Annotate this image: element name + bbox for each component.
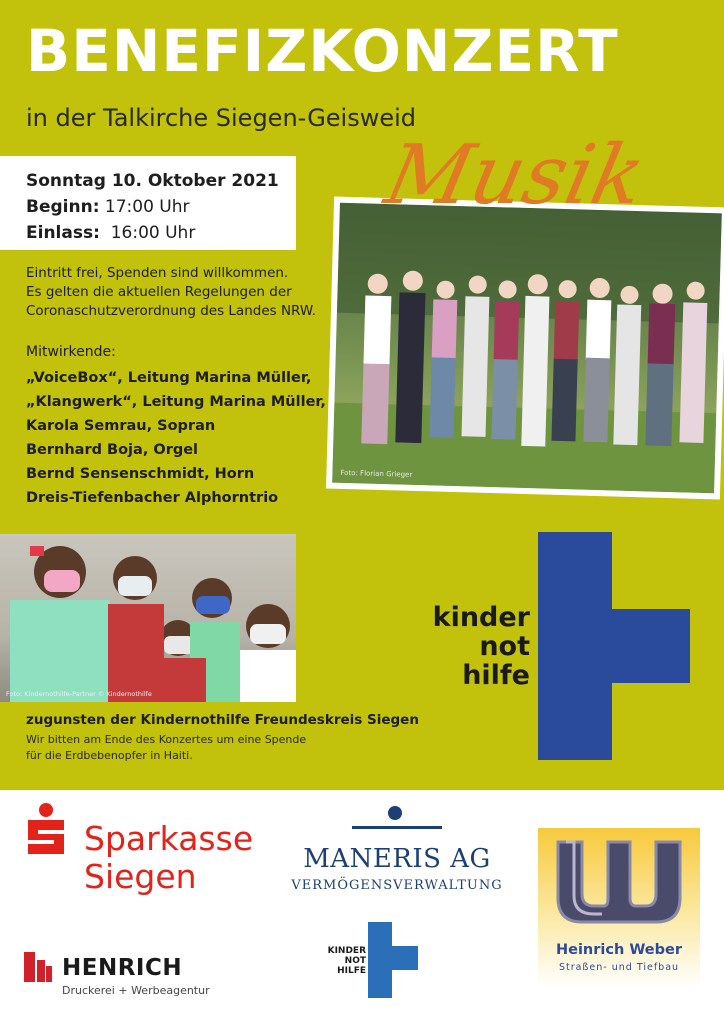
choir-photo — [326, 197, 724, 500]
kindernothilfe-small-line: HILFE — [337, 966, 366, 976]
beneficiary-heading: zugunsten der Kindernothilfe Freundeskreis Siegen — [26, 712, 419, 728]
concert-date: Sonntag 10. Oktober 2021 — [26, 171, 279, 191]
einlass-label: Einlass: — [26, 223, 100, 243]
beginn-time: 17:00 Uhr — [104, 197, 190, 217]
henrich-subtitle: Druckerei + Werbeagentur — [62, 984, 210, 997]
weber-name: Heinrich Weber — [555, 942, 683, 958]
performer-item: „Klangwerk“, Leitung Marina Müller, — [26, 394, 326, 410]
info-text — [26, 264, 316, 321]
children-photo-credit: Foto: Kindernothilfe-Partner © Kindernothilfe — [6, 690, 152, 698]
kindernothilfe-cross-bar — [538, 609, 690, 683]
musik-script-decoration: Musik — [377, 128, 653, 223]
sparkasse-line: Sparkasse — [84, 819, 254, 858]
kindernothilfe-line: kinder — [432, 602, 530, 633]
poster-title: BENEFIZKONZERT — [26, 17, 619, 85]
maneris-line-icon — [352, 826, 442, 829]
beneficiary-text — [26, 732, 306, 764]
beneficiary-line: Wir bitten am Ende des Konzertes um eine Spende — [26, 733, 307, 746]
choir-figures — [332, 203, 722, 494]
sparkasse-wordmark — [84, 820, 253, 896]
info-line: Coronaschutzverordnung des Landes NRW. — [26, 303, 316, 319]
kindernothilfe-small-wordmark — [318, 946, 366, 976]
choir-photo-credit: Foto: Florian Grieger — [340, 468, 413, 479]
weber-subtitle: Straßen- und Tiefbau — [558, 962, 680, 973]
children-figures — [0, 534, 296, 702]
performers-label: Mitwirkende: — [26, 344, 116, 360]
kindernothilfe-wordmark — [426, 603, 530, 690]
performer-item: Karola Semrau, Sopran — [26, 418, 216, 434]
sparkasse-line: Siegen — [84, 857, 197, 896]
beginn-label: Beginn: — [26, 197, 100, 217]
einlass-time: 16:00 Uhr — [110, 223, 196, 243]
kindernothilfe-small-line: KINDER — [327, 946, 366, 956]
kindernothilfe-small-cross-bar — [368, 946, 418, 970]
performers-list — [26, 366, 326, 510]
performer-item: Dreis-Tiefenbacher Alphorntrio — [26, 490, 279, 506]
info-line: Es gelten die aktuellen Regelungen der — [26, 284, 292, 300]
kindernothilfe-line: not — [479, 631, 530, 662]
maneris-dot-icon — [388, 806, 402, 820]
poster-subtitle: in der Talkirche Siegen-Geisweid — [26, 104, 417, 132]
kindernothilfe-line: hilfe — [462, 660, 530, 691]
maneris-subtitle: VERMÖGENSVERWALTUNG — [291, 878, 503, 893]
sparkasse-logo-icon — [24, 802, 68, 854]
date-box — [0, 156, 296, 250]
henrich-logo-icon — [24, 952, 54, 982]
performer-item: Bernhard Boja, Orgel — [26, 442, 199, 458]
children-photo — [0, 534, 296, 702]
info-line: Eintritt frei, Spenden sind willkommen. — [26, 265, 289, 281]
weber-w-logo-icon — [552, 836, 686, 926]
performer-item: Bernd Sensenschmidt, Horn — [26, 466, 255, 482]
performer-item: „VoiceBox“, Leitung Marina Müller, — [26, 370, 312, 386]
henrich-name: HENRICH — [62, 955, 183, 981]
kindernothilfe-small-line: NOT — [344, 956, 366, 966]
beneficiary-line: für die Erdbebenopfer in Haiti. — [26, 749, 193, 762]
maneris-name: MANERIS AG — [303, 844, 491, 874]
